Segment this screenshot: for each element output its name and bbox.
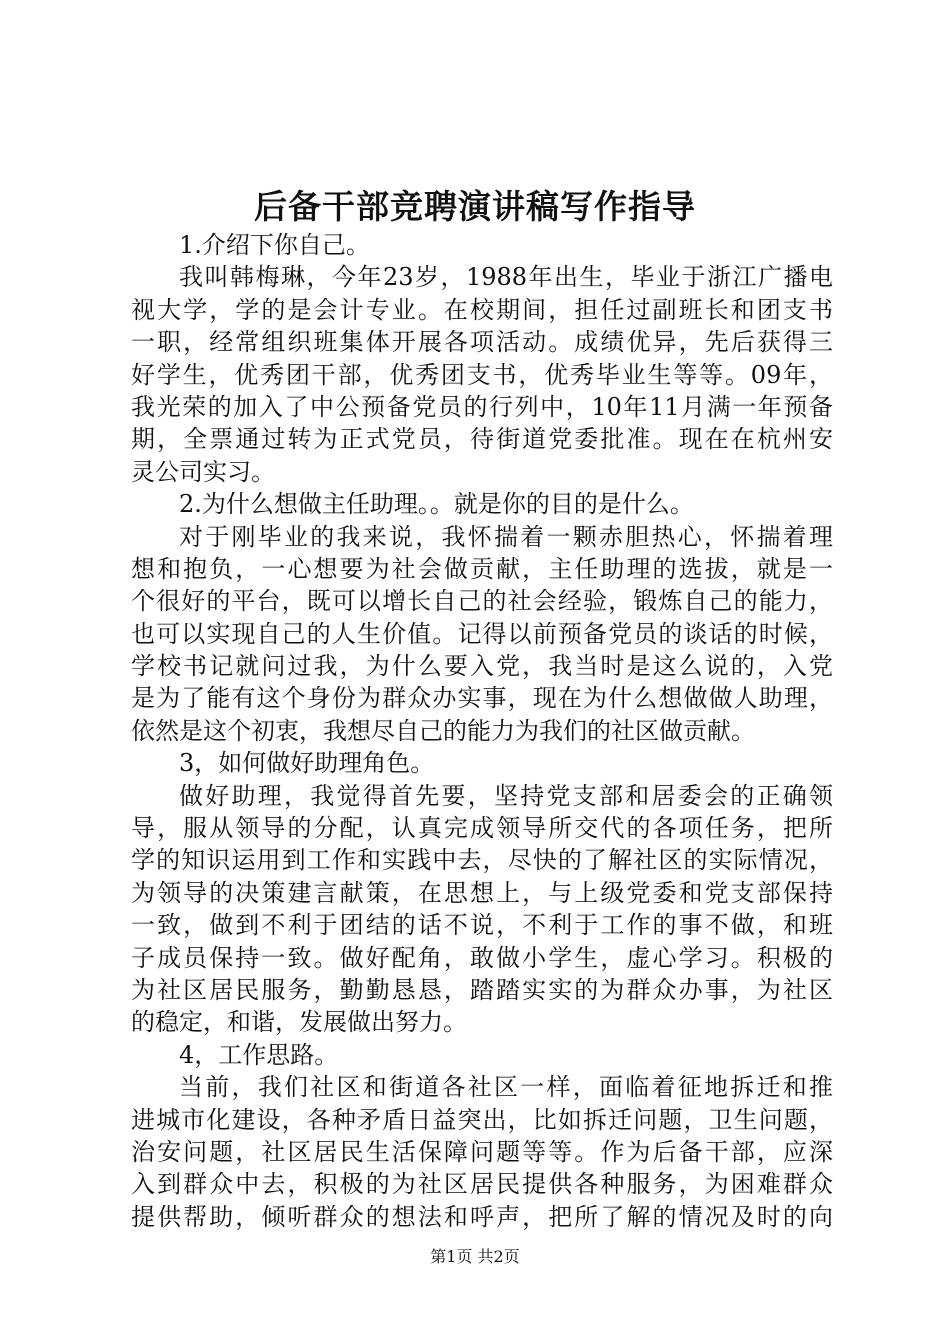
- document-body: [131, 229, 833, 1233]
- paragraph-line: 想和抱负，一心想要为社会做贡献，主任助理的选拔，就是一: [131, 554, 833, 583]
- paragraph-line: 好学生，优秀团干部，优秀团支书，优秀毕业生等等。09年，: [131, 360, 833, 389]
- paragraph-line: 为领导的决策建言献策，在思想上，与上级党委和党支部保持: [131, 878, 833, 907]
- paragraph-line: 入到群众中去，积极的为社区居民提供各种服务，为困难群众: [131, 1170, 833, 1199]
- paragraph-line: 为社区居民服务，勤勤恳恳，踏踏实实的为群众办事，为社区: [131, 975, 833, 1004]
- paragraph-line: 导，服从领导的分配，认真完成领导所交代的各项任务，把所: [131, 814, 833, 843]
- paragraph-line: 一职，经常组织班集体开展各项活动。成绩优异，先后获得三: [131, 328, 833, 357]
- paragraph-line: 依然是这个初衷，我想尽自己的能力为我们的社区做贡献。: [131, 716, 755, 745]
- paragraph-line: 视大学，学的是会计专业。在校期间，担任过副班长和团支书: [131, 295, 833, 324]
- paragraph-line: 治安问题，社区居民生活保障问题等等。作为后备干部，应深: [131, 1137, 833, 1166]
- paragraph-line: 也可以实现自己的人生价值。记得以前预备党员的谈话的时候，: [131, 619, 833, 648]
- paragraph-line: 个很好的平台，既可以增长自己的社会经验，锻炼自己的能力，: [131, 587, 833, 616]
- paragraph-line: 学的知识运用到工作和实践中去，尽快的了解社区的实际情况，: [131, 846, 833, 875]
- paragraph-line: 我叫韩梅琳，今年23岁，1988年出生，毕业于浙江广播电: [179, 263, 833, 292]
- paragraph-line: 是为了能有这个身份为群众办实事，现在为什么想做做人助理，: [131, 684, 833, 713]
- page-footer: 第1页 共2页: [430, 1247, 520, 1266]
- paragraph-line: 期，全票通过转为正式党员，待街道党委批准。现在在杭州安: [131, 425, 833, 454]
- document-title: 后备干部竞聘演讲稿写作指导: [254, 187, 696, 226]
- paragraph-line: 一致，做到不利于团结的话不说，不利于工作的事不做，和班: [131, 911, 833, 940]
- paragraph-line: 进城市化建设，各种矛盾日益突出，比如拆迁问题，卫生问题，: [131, 1105, 833, 1134]
- heading-line-1: 1.介绍下你自己。: [179, 231, 370, 259]
- paragraph-line: 的稳定，和谐，发展做出努力。: [131, 1008, 467, 1037]
- heading-line-4: 4，工作思路。: [179, 1040, 339, 1069]
- paragraph-line: 子成员保持一致。做好配角，敢做小学生，虚心学习。积极的: [131, 943, 833, 972]
- paragraph-line: 做好助理，我觉得首先要，坚持党支部和居委会的正确领: [179, 781, 833, 810]
- paragraph-line: 我光荣的加入了中公预备党员的行列中，10年11月满一年预备: [131, 392, 833, 421]
- paragraph-line: 提供帮助，倾听群众的想法和呼声，把所了解的情况及时的向: [131, 1202, 833, 1231]
- paragraph-line: 学校书记就问过我，为什么要入党，我当时是这么说的，入党: [131, 652, 833, 681]
- paragraph-line: 当前，我们社区和街道各社区一样，面临着征地拆迁和推: [179, 1073, 833, 1102]
- paragraph-line: 对于刚毕业的我来说，我怀揣着一颗赤胆热心，怀揣着理: [179, 522, 833, 551]
- heading-line-2: 2.为什么想做主任助理。。就是你的目的是什么。: [179, 490, 694, 519]
- heading-line-3: 3，如何做好助理角色。: [179, 749, 435, 778]
- paragraph-line: 灵公司实习。: [131, 457, 275, 486]
